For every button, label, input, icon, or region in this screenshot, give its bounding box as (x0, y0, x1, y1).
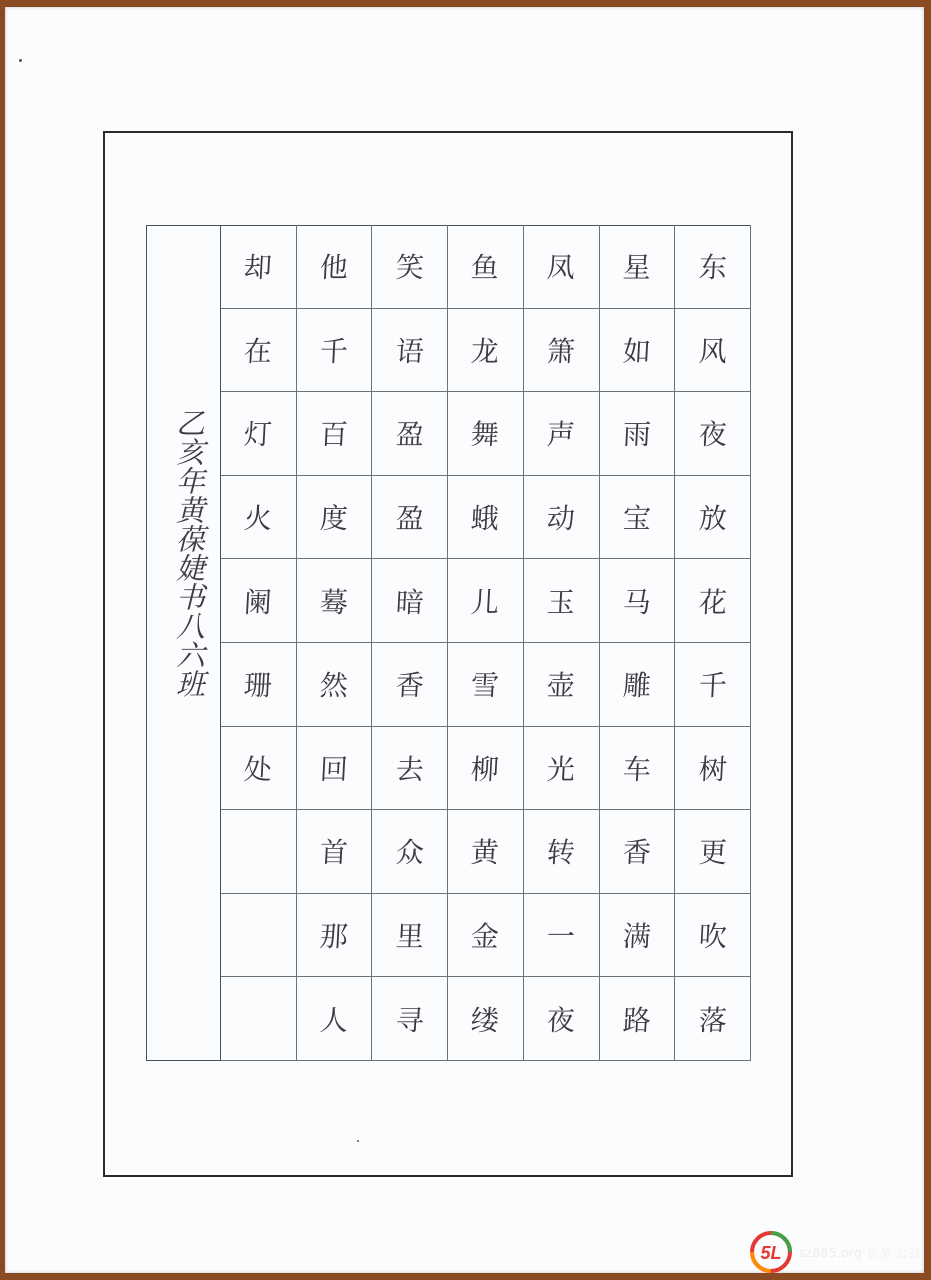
grid-cell (600, 643, 676, 727)
calligraphy-character: 夜 (546, 1003, 576, 1037)
grid-cell (372, 476, 448, 560)
calligraphy-character: 缕 (470, 1003, 501, 1037)
calligraphy-character: 吹 (697, 920, 728, 954)
calligraphy-character: 宝 (621, 502, 652, 536)
grid-cell (221, 225, 297, 309)
grid-cell (524, 225, 600, 309)
calligraphy-character: 百 (319, 418, 349, 452)
calligraphy-character: 龙 (470, 334, 501, 368)
calligraphy-character: 处 (243, 752, 274, 786)
grid-cell (372, 810, 448, 894)
grid-cell (675, 894, 751, 978)
calligraphy-character: 回 (319, 752, 349, 786)
grid-cell (448, 810, 524, 894)
calligraphy-character: 柳 (470, 752, 501, 786)
calligraphy-character: 千 (319, 334, 349, 368)
grid-cell (297, 727, 373, 811)
grid-cell (524, 392, 600, 476)
calligraphy-character: 蓦 (319, 585, 349, 619)
grid-cell (600, 225, 676, 309)
grid-cell (675, 392, 751, 476)
calligraphy-character: 度 (319, 502, 349, 536)
calligraphy-character: 雨 (621, 418, 652, 452)
grid-cell (297, 810, 373, 894)
calligraphy-character: 金 (470, 920, 501, 954)
grid-cell (675, 476, 751, 560)
calligraphy-character: 暗 (394, 585, 425, 619)
calligraphy-character: 寻 (394, 1003, 425, 1037)
calligraphy-character: 树 (697, 752, 728, 786)
calligraphy-character: 语 (394, 334, 425, 368)
signature-text: 乙亥年黄葆婕书八六班 (172, 408, 206, 698)
grid-cell (221, 810, 297, 894)
grid-cell (524, 643, 600, 727)
grid-cell (600, 727, 676, 811)
calligraphy-character: 夜 (697, 418, 728, 452)
calligraphy-character: 车 (621, 752, 652, 786)
calligraphy-character: 光 (546, 752, 576, 786)
grid-cell (221, 977, 297, 1061)
grid-cell (675, 225, 751, 309)
grid-cell (297, 559, 373, 643)
grid-cell (221, 559, 297, 643)
grid-cell (675, 727, 751, 811)
grid-cell (448, 894, 524, 978)
grid-cell (372, 643, 448, 727)
grid-cell (524, 727, 600, 811)
grid-cell (372, 977, 448, 1061)
calligraphy-character: 壶 (546, 669, 576, 703)
calligraphy-character: 雪 (470, 669, 501, 703)
calligraphy-character: 却 (243, 251, 274, 285)
calligraphy-character: 星 (621, 251, 652, 285)
grid-cell (675, 643, 751, 727)
grid-cell (297, 894, 373, 978)
calligraphy-character: 火 (243, 502, 274, 536)
grid-cell (221, 476, 297, 560)
grid-cell (448, 225, 524, 309)
calligraphy-character: 箫 (546, 334, 576, 368)
grid-cell (675, 559, 751, 643)
grid-cell (372, 894, 448, 978)
grid-cell (600, 392, 676, 476)
calligraphy-character: 众 (394, 836, 425, 870)
calligraphy-character: 蛾 (470, 502, 501, 536)
calligraphy-character: 里 (394, 920, 425, 954)
grid-cell (221, 643, 297, 727)
calligraphy-character: 在 (243, 334, 274, 368)
grid-cell (448, 392, 524, 476)
calligraphy-character: 放 (697, 502, 728, 536)
sz885-logo-icon (749, 1230, 793, 1274)
grid-cell (448, 559, 524, 643)
grid-cell (221, 309, 297, 393)
calligraphy-character: 去 (394, 752, 425, 786)
calligraphy-character: 转 (546, 836, 576, 870)
calligraphy-character: 黄 (470, 836, 501, 870)
grid-cell (297, 225, 373, 309)
grid-cell (524, 476, 600, 560)
calligraphy-character: 更 (697, 836, 728, 870)
calligraphy-character: 笑 (394, 251, 425, 285)
calligraphy-character: 东 (697, 251, 728, 285)
calligraphy-character: 路 (621, 1003, 652, 1037)
calligraphy-character: 千 (697, 669, 728, 703)
grid-cell (372, 727, 448, 811)
grid-cell (600, 476, 676, 560)
calligraphy-character: 人 (319, 1003, 349, 1037)
calligraphy-character: 鱼 (470, 251, 501, 285)
paper-speck (19, 59, 22, 62)
watermark (749, 1230, 921, 1274)
calligraphy-character: 首 (319, 836, 349, 870)
grid-cell (221, 894, 297, 978)
grid-cell (675, 309, 751, 393)
grid-cell (297, 392, 373, 476)
grid-cell (297, 309, 373, 393)
calligraphy-character: 香 (394, 669, 425, 703)
grid-cell (524, 559, 600, 643)
grid-cell (448, 727, 524, 811)
calligraphy-character: 凤 (546, 251, 576, 285)
grid-cell (448, 309, 524, 393)
watermark-text: sz885.org 长全 公益 (798, 1245, 921, 1260)
calligraphy-character: 雕 (621, 669, 652, 703)
grid-cell (600, 559, 676, 643)
calligraphy-character: 那 (319, 920, 349, 954)
grid-cell (448, 643, 524, 727)
grid-cell (297, 977, 373, 1061)
calligraphy-character: 灯 (243, 418, 274, 452)
calligraphy-character: 盈 (394, 502, 425, 536)
calligraphy-character: 盈 (394, 418, 425, 452)
grid-cell (600, 810, 676, 894)
grid-cell (221, 392, 297, 476)
calligraphy-character: 风 (697, 334, 728, 368)
grid-cell (524, 894, 600, 978)
grid-cell (448, 476, 524, 560)
calligraphy-character: 然 (319, 669, 349, 703)
grid-cell (372, 309, 448, 393)
grid-cell (221, 727, 297, 811)
grid-cell (297, 476, 373, 560)
calligraphy-character: 舞 (470, 418, 501, 452)
calligraphy-character: 香 (621, 836, 652, 870)
grid-cell (372, 225, 448, 309)
grid-cell (448, 977, 524, 1061)
grid-cell (372, 559, 448, 643)
calligraphy-character: 珊 (243, 669, 274, 703)
grid-cell (675, 977, 751, 1061)
calligraphy-grid (221, 225, 751, 1061)
grid-cell (600, 309, 676, 393)
calligraphy-character: 马 (621, 585, 652, 619)
grid-cell (524, 810, 600, 894)
calligraphy-character: 阑 (243, 585, 274, 619)
grid-cell (524, 309, 600, 393)
grid-cell (675, 810, 751, 894)
calligraphy-character: 声 (546, 418, 576, 452)
grid-cell (372, 392, 448, 476)
grid-cell (524, 977, 600, 1061)
calligraphy-character: 他 (319, 251, 349, 285)
calligraphy-character: 玉 (546, 585, 576, 619)
watermark-logo-text: 5L (760, 1243, 782, 1263)
calligraphy-character: 一 (546, 920, 576, 954)
calligraphy-character: 落 (697, 1003, 728, 1037)
calligraphy-character: 如 (621, 334, 652, 368)
calligraphy-character: 儿 (470, 585, 501, 619)
calligraphy-character: 花 (697, 585, 728, 619)
calligraphy-character: 满 (621, 920, 652, 954)
grid-cell (600, 977, 676, 1061)
grid-cell (297, 643, 373, 727)
calligraphy-character: 动 (546, 502, 576, 536)
grid-cell (600, 894, 676, 978)
